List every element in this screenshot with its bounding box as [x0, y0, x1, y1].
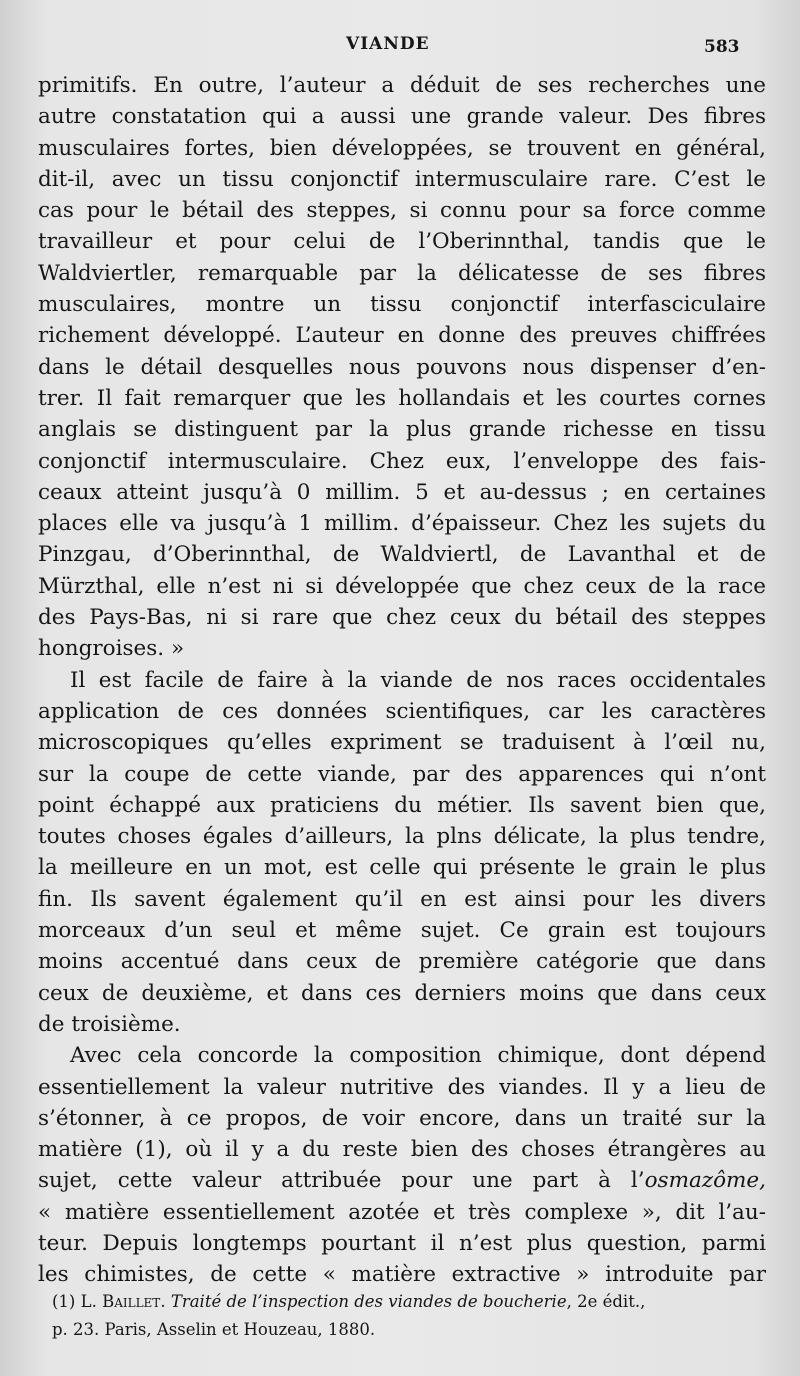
text-line: des Pays-Bas, ni si rare que chez ceux du bétail des steppes — [38, 605, 766, 631]
text-line: sur la coupe de cette viande, par des apparences qui n’ont — [38, 761, 766, 787]
text-line: Waldviertler, remarquable par la délicatesse de ses fibres — [38, 260, 766, 286]
text-fragment: sujet, cette valeur attribuée pour une part à l’ — [38, 1168, 645, 1194]
text-line: essentiellement la valeur nutritive des viandes. Il y a lieu de — [38, 1074, 766, 1100]
text-line: trer. Il fait remarquer que les hollandais et les courtes cornes — [38, 385, 766, 411]
text-line: application de ces données scientifiques, car les caractères — [38, 698, 766, 724]
text-line: matière (1), où il y a du reste bien des choses étrangères au — [38, 1137, 766, 1163]
page-number: 583 — [704, 37, 740, 57]
text-line: moins accentué dans ceux de première catégorie que dans — [38, 949, 766, 975]
footnote — [52, 1288, 766, 1344]
text-line: musculaires fortes, bien développées, se trouvent en général, — [38, 135, 766, 161]
text-line: s’étonner, à ce propos, de voir encore, dans un traité sur la — [38, 1105, 766, 1131]
text-line: toutes choses égales d’ailleurs, la plns délicate, la plus tendre, — [38, 824, 766, 850]
running-header — [0, 34, 800, 60]
paragraph-3 — [38, 1040, 766, 1290]
text-line: Mürzthal, elle n’est ni si développée que chez ceux de la race — [38, 573, 766, 599]
text-line: musculaires, montre un tissu conjonctif interfasciculaire — [38, 292, 766, 318]
text-line: microscopiques qu’elles expriment se traduisent à l’œil nu, — [38, 730, 766, 756]
footnote-edition: , 2e édit., — [566, 1292, 646, 1311]
text-line: anglais se distinguent par la plus grande richesse en tissu — [38, 417, 766, 443]
paragraph-1 — [38, 70, 766, 665]
text-line: autre constatation qui a aussi une grande valeur. Des fibres — [38, 104, 766, 130]
running-title: VIANDE — [346, 34, 430, 54]
text-line: richement développé. L’auteur en donne des preuves chiffrées — [38, 323, 766, 349]
text-line: Il est facile de faire à la viande de nos races occidentales — [70, 667, 766, 693]
text-line: primitifs. En outre, l’auteur a déduit de ses recherches une — [38, 73, 766, 98]
text-line: les chimistes, de cette « matière extractive » introduite par — [38, 1262, 766, 1288]
text-line: travailleur et pour celui de l’Oberinnthal, tandis que le — [38, 229, 766, 255]
text-line: cas pour le bétail des steppes, si connu pour sa force comme — [38, 198, 766, 224]
text-line: places elle va jusqu’à 1 millim. d’épaisseur. Chez les sujets du — [38, 511, 766, 537]
text-line: ceaux atteint jusqu’à 0 millim. 5 et au-dessus ; en certaines — [38, 479, 766, 505]
footnote-marker: (1) L. — [52, 1292, 103, 1311]
text-line: Avec cela concorde la composition chimique, dont dépend — [70, 1043, 766, 1069]
text-line: la meilleure en un mot, est celle qui présente le grain le plus — [38, 855, 766, 881]
text-line: dit-il, avec un tissu conjonctif intermusculaire rare. C’est le — [38, 166, 766, 192]
text-line: Pinzgau, d’Oberinnthal, de Waldviertl, de Lavanthal et de — [38, 542, 766, 568]
paragraph-2 — [38, 665, 766, 1041]
text-line-with-italic — [38, 1165, 766, 1196]
footnote-separator: . — [160, 1292, 171, 1311]
footnote-line-2: p. 23. Paris, Asselin et Houzeau, 1880. — [52, 1320, 376, 1339]
text-line: point échappé aux praticiens du métier. Ils savent bien que, — [38, 792, 766, 818]
text-line: hongroises. » — [38, 636, 185, 662]
footnote-title: Traité de l’inspection des viandes de boucherie — [170, 1292, 567, 1311]
italic-term: osmazôme, — [644, 1168, 766, 1194]
text-line: teur. Depuis longtemps pourtant il n’est plus question, parmi — [38, 1230, 766, 1256]
text-line: morceaux d’un seul et même sujet. Ce grain est toujours — [38, 918, 766, 944]
text-line: de troisième. — [38, 1011, 181, 1037]
footnote-line-1 — [52, 1288, 766, 1316]
text-line: conjonctif intermusculaire. Chez eux, l’enveloppe des fais- — [38, 448, 766, 474]
footnote-author: Baillet — [102, 1292, 161, 1311]
body-text — [38, 70, 766, 1291]
text-line: fin. Ils savent également qu’il en est ainsi pour les divers — [38, 886, 766, 912]
text-line: « matière essentiellement azotée et très complexe », dit l’au- — [38, 1199, 766, 1225]
text-line: ceux de deuxième, et dans ces derniers moins que dans ceux — [38, 980, 766, 1006]
text-line: dans le détail desquelles nous pouvons nous dispenser d’en- — [38, 354, 766, 380]
